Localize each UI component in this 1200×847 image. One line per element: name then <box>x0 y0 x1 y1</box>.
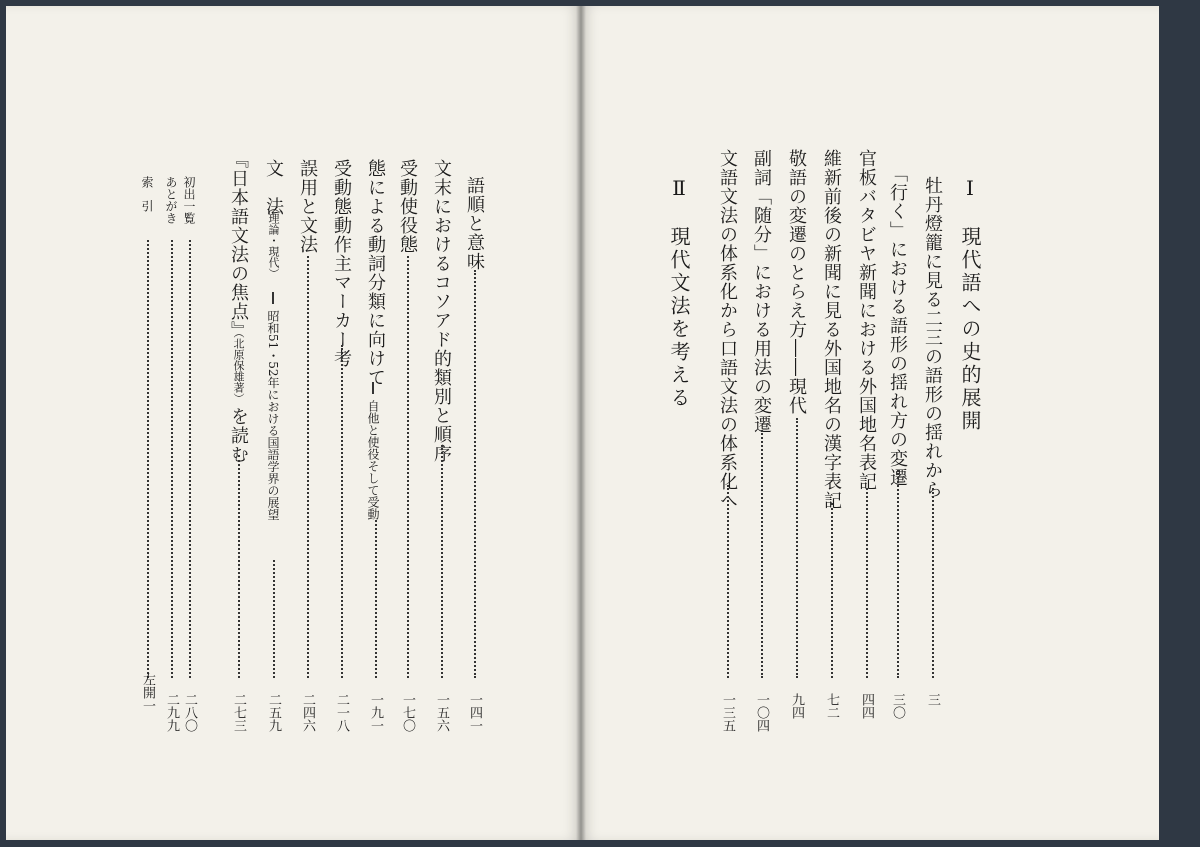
leader-dots <box>189 240 191 678</box>
leader-dots <box>238 455 240 678</box>
leader-dots <box>372 382 374 394</box>
toc-page-number: 一四一 <box>467 693 482 732</box>
toc-page-number: 二一八 <box>334 693 349 732</box>
toc-page-number: 四四 <box>859 693 874 719</box>
leader-dots <box>407 256 409 678</box>
toc-page-number: 二七三 <box>231 693 246 732</box>
toc-title: 受動使役態 <box>397 159 418 254</box>
part1-heading: Ⅰ 現代語への史的展開 <box>958 176 982 433</box>
leader-dots <box>796 418 798 678</box>
toc-title: 受動態動作主マーカー考 <box>331 159 352 368</box>
toc-page-number: 一〇四 <box>754 693 769 732</box>
toc-page-number: 九四 <box>789 693 804 719</box>
toc-page-number: 三 <box>925 693 940 706</box>
leader-dots <box>932 488 934 678</box>
leader-dots <box>273 560 275 678</box>
leader-dots <box>307 256 309 678</box>
toc-title: 態による動詞分類に向けて <box>365 159 386 387</box>
toc-page-number: 一五六 <box>434 693 449 732</box>
toc-page-number: 二四六 <box>300 693 315 732</box>
toc-title: 維新前後の新聞に見る外国地名の漢字表記 <box>821 149 842 510</box>
toc-title: 文末におけるコソアド的類別と順序 <box>431 159 452 463</box>
toc-title: 『日本語文法の焦点』 <box>228 150 249 340</box>
leader-dots <box>272 292 274 304</box>
leader-dots <box>727 485 729 678</box>
toc-title: 誤用と文法 <box>297 159 318 254</box>
toc-subtitle: 昭和51・52年における国語学界の展望 <box>266 310 280 521</box>
toc-title: 牡丹燈籠に見る二三の語形の揺れから <box>922 176 943 499</box>
leader-dots <box>375 520 377 678</box>
left-page <box>6 6 581 840</box>
toc-page-number: 一九一 <box>368 693 383 732</box>
toc-title: 語順と意味 <box>464 176 485 271</box>
part2-heading: Ⅱ 現代文法を考える <box>667 176 691 410</box>
leader-dots <box>341 345 343 678</box>
leader-dots <box>897 470 899 678</box>
backmatter-page-number: 二九九 <box>164 693 179 732</box>
toc-page-number: 一三五 <box>720 693 735 732</box>
toc-title: 「行く」における語形の揺れ方の変遷 <box>887 164 908 487</box>
toc-page-number: 三〇 <box>890 693 905 719</box>
leader-dots <box>761 430 763 678</box>
toc-title: 官板バタビヤ新聞における外国地名表記 <box>856 149 877 491</box>
toc-title-tail: を読む <box>228 407 249 464</box>
toc-page-number: 二五九 <box>266 693 281 732</box>
leader-dots <box>147 240 149 678</box>
backmatter-page-number: 二八〇 <box>182 693 197 732</box>
toc-title: 文 法 <box>263 159 284 216</box>
leader-dots <box>171 240 173 678</box>
toc-page-number: 一七〇 <box>400 693 415 732</box>
toc-note: （北原保雄著） <box>232 327 245 404</box>
leader-dots <box>866 488 868 678</box>
backmatter-title: 索 引 <box>140 176 154 212</box>
toc-title: 文語文法の体系化から口語文法の体系化へ <box>717 149 738 510</box>
toc-title: 敬語の変遷のとらえ方――現代 <box>786 149 807 415</box>
toc-subtitle: 自他と使役そして受動 <box>366 400 380 520</box>
leader-dots <box>474 270 476 678</box>
backmatter-title: 初出一覧 <box>182 176 196 224</box>
leader-dots <box>441 445 443 678</box>
book-gutter <box>576 6 586 840</box>
toc-note: （理論・現代） <box>267 202 280 279</box>
backmatter-title: あとがき <box>164 176 178 224</box>
toc-title: 副詞「随分」における用法の変遷 <box>751 149 772 434</box>
backmatter-page-number: 左開一 <box>140 673 155 712</box>
leader-dots <box>831 503 833 678</box>
toc-page-number: 七二 <box>824 693 839 719</box>
